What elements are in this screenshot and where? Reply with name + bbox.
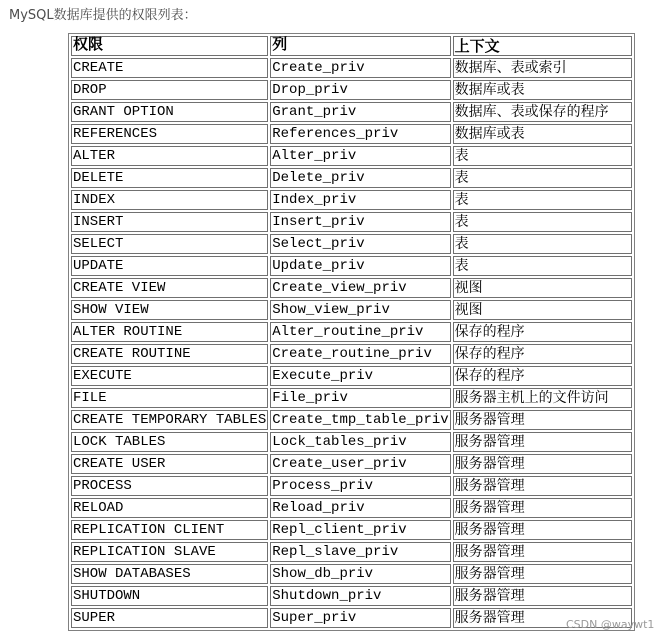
privilege-cell: INDEX [71, 190, 268, 210]
column-cell: Select_priv [270, 234, 450, 254]
privilege-cell: GRANT OPTION [71, 102, 268, 122]
privilege-cell: SELECT [71, 234, 268, 254]
privilege-cell: LOCK TABLES [71, 432, 268, 452]
table-row [71, 344, 632, 364]
context-cell: 服务器管理 [453, 498, 632, 518]
column-cell: Execute_priv [270, 366, 450, 386]
table-row [71, 256, 632, 276]
table-row [71, 432, 632, 452]
column-cell: File_priv [270, 388, 450, 408]
column-cell: Super_priv [270, 608, 450, 628]
context-cell: 表 [453, 256, 632, 276]
table-row [71, 278, 632, 298]
privilege-cell: EXECUTE [71, 366, 268, 386]
column-cell: Create_priv [270, 58, 450, 78]
context-cell: 服务器管理 [453, 542, 632, 562]
context-cell: 服务器主机上的文件访问 [453, 388, 632, 408]
privilege-cell: SHOW DATABASES [71, 564, 268, 584]
privilege-cell: SHUTDOWN [71, 586, 268, 606]
privilege-cell: CREATE VIEW [71, 278, 268, 298]
context-cell: 保存的程序 [453, 322, 632, 342]
column-cell: Repl_slave_priv [270, 542, 450, 562]
context-cell: 数据库、表或索引 [453, 58, 632, 78]
privilege-cell: DROP [71, 80, 268, 100]
context-cell: 服务器管理 [453, 520, 632, 540]
column-cell: Create_view_priv [270, 278, 450, 298]
table-row [71, 322, 632, 342]
table-row [71, 102, 632, 122]
privileges-table [68, 33, 635, 631]
privilege-cell: CREATE TEMPORARY TABLES [73, 412, 267, 428]
table-row [71, 58, 632, 78]
table-row [71, 80, 632, 100]
privilege-cell: CREATE ROUTINE [71, 344, 268, 364]
column-cell: Alter_priv [270, 146, 450, 166]
column-cell: Lock_tables_priv [270, 432, 450, 452]
privilege-cell: CREATE USER [71, 454, 268, 474]
table-row [71, 146, 632, 166]
table-row [71, 212, 632, 232]
table-row [71, 542, 632, 562]
table-row [71, 366, 632, 386]
column-cell: Drop_priv [270, 80, 450, 100]
privilege-cell: REPLICATION SLAVE [71, 542, 268, 562]
context-cell: 表 [453, 234, 632, 254]
column-cell: Insert_priv [270, 212, 450, 232]
context-cell: 服务器管理 [453, 608, 632, 628]
watermark: CSDN @waywt1 [566, 618, 655, 631]
context-cell: 视图 [453, 278, 632, 298]
intro-text: MySQL数据库提供的权限列表： [9, 8, 197, 23]
context-cell: 数据库或表 [453, 124, 632, 144]
column-cell: Create_user_priv [270, 454, 450, 474]
table-row [71, 608, 632, 628]
column-cell: Index_priv [270, 190, 450, 210]
table-row [71, 168, 632, 188]
column-cell: References_priv [270, 124, 450, 144]
column-cell: Show_view_priv [270, 300, 450, 320]
column-cell: Update_priv [270, 256, 450, 276]
context-cell: 表 [453, 168, 632, 188]
column-cell: Create_routine_priv [270, 344, 450, 364]
privilege-cell: REFERENCES [71, 124, 268, 144]
context-cell: 表 [453, 212, 632, 232]
privilege-cell: RELOAD [71, 498, 268, 518]
header-context: 上下文 [453, 36, 632, 56]
column-cell: Repl_client_priv [270, 520, 450, 540]
table-row [71, 520, 632, 540]
header-privilege: 权限 [71, 36, 268, 56]
header-column: 列 [270, 36, 450, 56]
privilege-cell: FILE [71, 388, 268, 408]
privilege-cell: SHOW VIEW [71, 300, 268, 320]
privilege-cell: DELETE [71, 168, 268, 188]
table-row [71, 388, 632, 408]
context-cell: 保存的程序 [453, 366, 632, 386]
privilege-cell: CREATE [71, 58, 268, 78]
table-row [71, 564, 632, 584]
column-cell: Alter_routine_priv [270, 322, 450, 342]
context-cell: 表 [453, 190, 632, 210]
column-cell: Create_tmp_table_priv [272, 412, 449, 428]
privilege-cell: INSERT [71, 212, 268, 232]
privilege-cell: ALTER ROUTINE [71, 322, 268, 342]
context-cell: 服务器管理 [453, 454, 632, 474]
context-cell: 数据库或表 [453, 80, 632, 100]
table-row [71, 124, 632, 144]
table-row [71, 234, 632, 254]
table-row [71, 586, 632, 606]
column-cell: Process_priv [270, 476, 450, 496]
table-row [71, 498, 632, 518]
column-cell: Shutdown_priv [270, 586, 450, 606]
table-header-row [71, 36, 632, 56]
privilege-cell: SUPER [71, 608, 268, 628]
context-cell: 服务器管理 [453, 586, 632, 606]
context-cell: 表 [453, 146, 632, 166]
context-cell: 服务器管理 [453, 564, 632, 584]
table-row [71, 190, 632, 210]
column-cell: Reload_priv [270, 498, 450, 518]
context-cell: 保存的程序 [453, 344, 632, 364]
privilege-cell: REPLICATION CLIENT [71, 520, 268, 540]
column-cell: Show_db_priv [270, 564, 450, 584]
privilege-cell: UPDATE [71, 256, 268, 276]
context-cell: 视图 [453, 300, 632, 320]
context-cell: 服务器管理 [453, 410, 632, 430]
table-row [71, 476, 632, 496]
context-cell: 服务器管理 [453, 432, 632, 452]
column-cell: Delete_priv [270, 168, 450, 188]
privilege-cell: PROCESS [71, 476, 268, 496]
table-row [71, 410, 632, 430]
context-cell: 数据库、表或保存的程序 [453, 102, 632, 122]
privilege-cell: ALTER [71, 146, 268, 166]
context-cell: 服务器管理 [453, 476, 632, 496]
table-row [71, 454, 632, 474]
table-row [71, 300, 632, 320]
column-cell: Grant_priv [270, 102, 450, 122]
